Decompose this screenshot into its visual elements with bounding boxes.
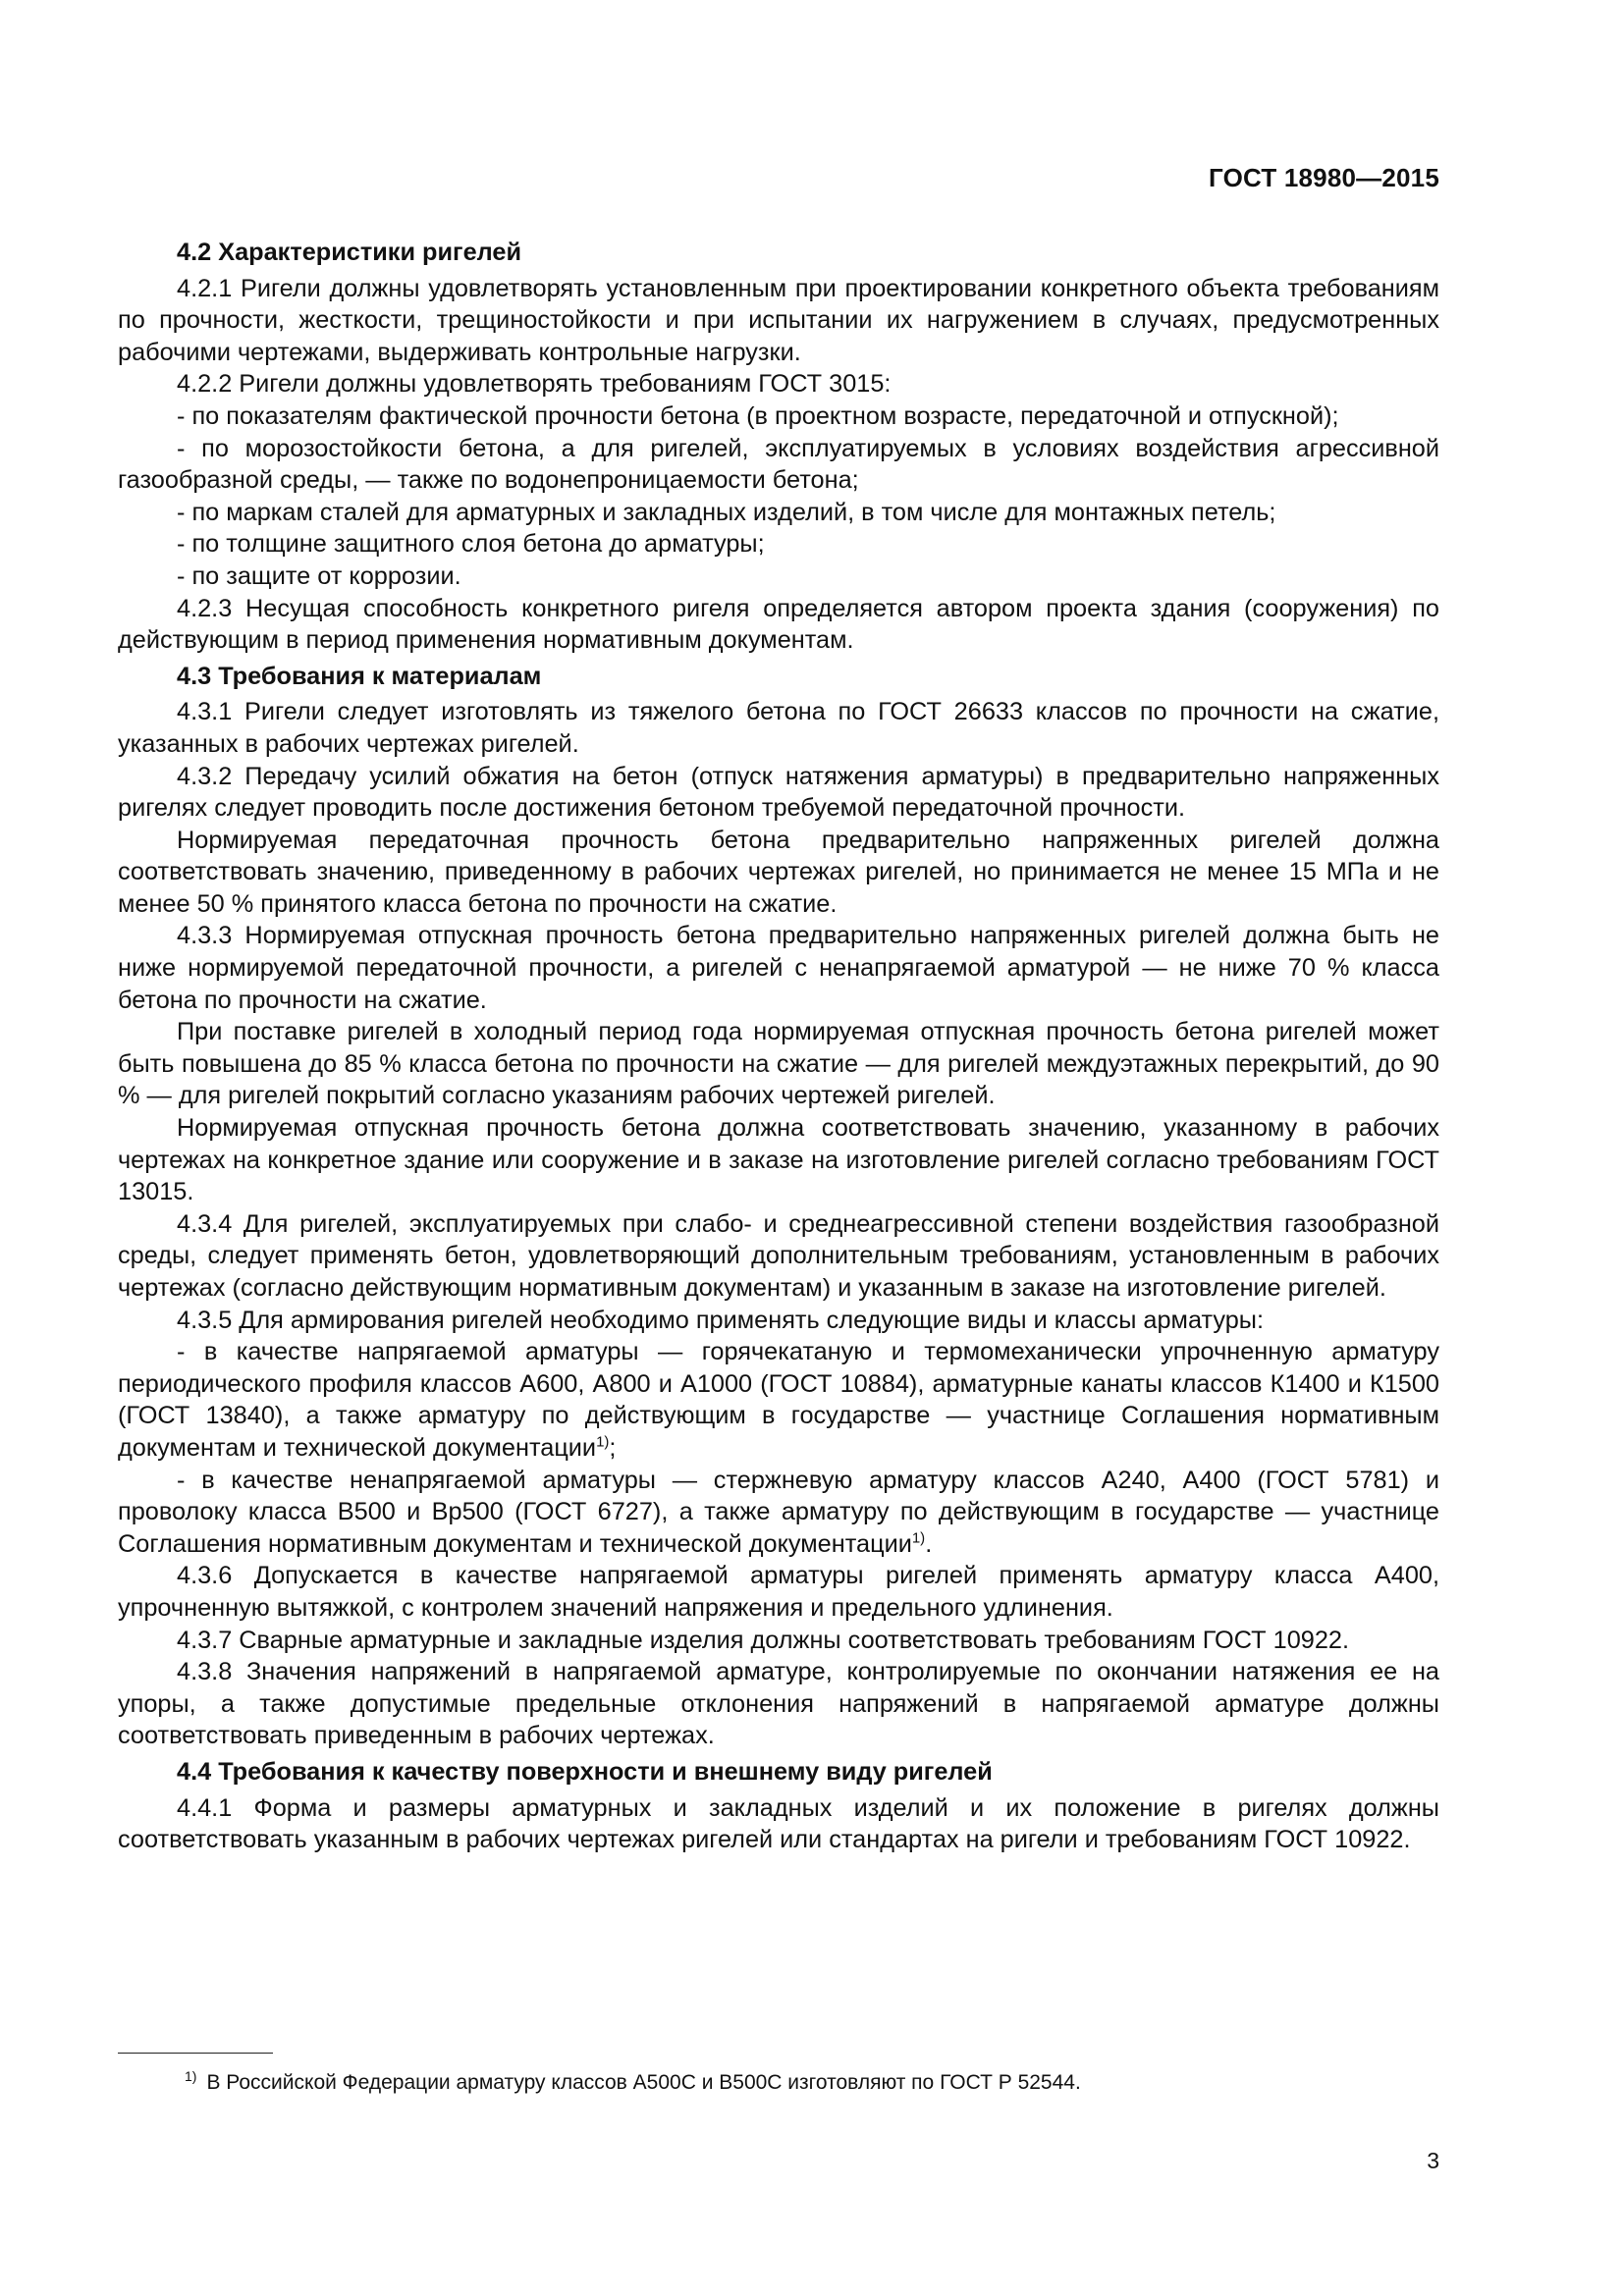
paragraph: 4.2.1 Ригели должны удовлетворять установленным при проектировании конкретного объекта требованиям по прочности, жесткости, трещиностойкости и при испытании их нагружением в случаях, предусмотренных рабочими чертежами, выдерживать контрольные нагрузки.	[118, 274, 1439, 366]
paragraph: При поставке ригелей в холодный период года нормируемая отпускная прочность бетона ригелей может быть повышена до 85 % класса бетона по прочности на сжатие — для ригелей междуэтажных перекрытий, до 90 % — для ригелей покрытий согласно указаниям рабочих чертежей ригелей.	[118, 1018, 1439, 1110]
section-4-4	[118, 1756, 1439, 1856]
paragraph: 4.3.6 Допускается в качестве напрягаемой арматуры ригелей применять арматуру класса А400, упрочненную вытяжкой, с контролем значений напряжения и предельного удлинения.	[118, 1562, 1439, 1622]
page-number: 3	[1427, 2148, 1439, 2173]
list-item: - по защите от коррозии.	[177, 561, 461, 590]
paragraph: 4.3.7 Сварные арматурные и закладные изделия должны соответствовать требованиям ГОСТ 10922.	[177, 1626, 1350, 1654]
list-item	[118, 1465, 1439, 1561]
list-item-text: - в качестве ненапрягаемой арматуры — стержневую арматуру классов А240, А400 (ГОСТ 5781) и проволоку класса В500 и Вр500 (ГОСТ 6727), а также арматуру по действующим в государстве — участнице Соглашения нормативным документам и технической документации	[118, 1466, 1439, 1558]
document-body	[118, 233, 1439, 1856]
section-heading: 4.3 Требования к материалам	[177, 662, 542, 690]
paragraph: 4.2.3 Несущая способность конкретного ригеля определяется автором проекта здания (сооружения) по действующим в период применения нормативным документам.	[118, 594, 1439, 655]
paragraph: Нормируемая отпускная прочность бетона должна соответствовать значению, указанному в рабочих чертежах на конкретное здание или сооружение и в заказе на изготовление ригелей согласно требованиям ГОСТ 13015.	[118, 1114, 1439, 1206]
footnote-mark: 1)	[185, 2068, 197, 2084]
list-item-text: - в качестве напрягаемой арматуры — горячекатаную и термомеханически упрочненную арматуру периодического профиля классов А600, А800 и А1000 (ГОСТ 10884), арматурные канаты классов К1400 и К1500 (ГОСТ 13840), а также арматуру по действующим в государстве — участнице Соглашения нормативным документам и технической документации	[118, 1338, 1439, 1462]
punctuation: .	[925, 1529, 933, 1558]
paragraph: 4.3.3 Нормируемая отпускная прочность бетона предварительно напряженных ригелей должна быть не ниже нормируемой передаточной прочности, а ригелей с ненапрягаемой арматурой — не ниже 70 % класса бетона по прочности на сжатие.	[118, 922, 1439, 1014]
list-item: - по маркам сталей для арматурных и закладных изделий, в том числе для монтажных петель;	[177, 498, 1276, 526]
section-4-3	[118, 661, 1439, 1752]
footnote-ref: 1)	[596, 1433, 610, 1451]
paragraph: 4.3.4 Для ригелей, эксплуатируемых при слабо- и среднеагрессивной степени воздействия газообразной среды, следует применять бетон, удовлетворяющий дополнительным требованиям, установленным в рабочих чертежах (согласно действующим нормативным документам) и указанным в заказе на изготовление ригелей.	[118, 1209, 1439, 1302]
list-item: - по морозостойкости бетона, а для ригелей, эксплуатируемых в условиях воздействия агрессивной газообразной среды, — также по водонепроницаемости бетона;	[118, 434, 1439, 495]
paragraph: 4.2.2 Ригели должны удовлетворять требованиям ГОСТ 3015:	[177, 370, 892, 399]
list-item: - по показателям фактической прочности бетона (в проектном возрасте, передаточной и отпускной);	[177, 401, 1339, 430]
paragraph: 4.3.2 Передачу усилий обжатия на бетон (отпуск натяжения арматуры) в предварительно напряженных ригелях следует проводить после достижения бетоном требуемой передаточной прочности.	[118, 762, 1439, 823]
section-heading: 4.4 Требования к качеству поверхности и внешнему виду ригелей	[177, 1757, 993, 1786]
section-4-2	[118, 237, 1439, 657]
section-heading: 4.2 Характеристики ригелей	[177, 239, 521, 266]
footnote-separator	[118, 2053, 273, 2054]
list-item	[118, 1336, 1439, 1464]
punctuation: ;	[609, 1433, 617, 1462]
paragraph: 4.3.8 Значения напряжений в напрягаемой арматуре, контролируемые по окончании натяжения ее на упоры, а также допустимые предельные отклонения напряжений в напрягаемой арматуре должны соответствовать приведенным в рабочих чертежах.	[118, 1658, 1439, 1750]
paragraph: 4.3.1 Ригели следует изготовлять из тяжелого бетона по ГОСТ 26633 классов по прочности на сжатие, указанных в рабочих чертежах ригелей.	[118, 698, 1439, 758]
document-code: ГОСТ 18980—2015	[1209, 163, 1439, 192]
paragraph: Нормируемая передаточная прочность бетона предварительно напряженных ригелей должна соответствовать значению, приведенному в рабочих чертежах ригелей, но принимается не менее 15 МПа и не менее 50 % принятого класса бетона по прочности на сжатие.	[118, 826, 1439, 918]
footnote	[118, 2069, 1439, 2097]
footnote-text: В Российской Федерации арматуру классов А500С и В500С изготовляют по ГОСТ Р 52544.	[206, 2071, 1081, 2094]
paragraph: 4.4.1 Форма и размеры арматурных и закладных изделий и их положение в ригелях должны соответствовать указанным в рабочих чертежах ригелей или стандартах на ригели и требованиям ГОСТ 10922.	[118, 1793, 1439, 1854]
footnote-ref: 1)	[911, 1529, 926, 1547]
paragraph: 4.3.5 Для армирования ригелей необходимо применять следующие виды и классы арматуры:	[177, 1306, 1264, 1334]
list-item: - по толщине защитного слоя бетона до арматуры;	[177, 530, 765, 559]
